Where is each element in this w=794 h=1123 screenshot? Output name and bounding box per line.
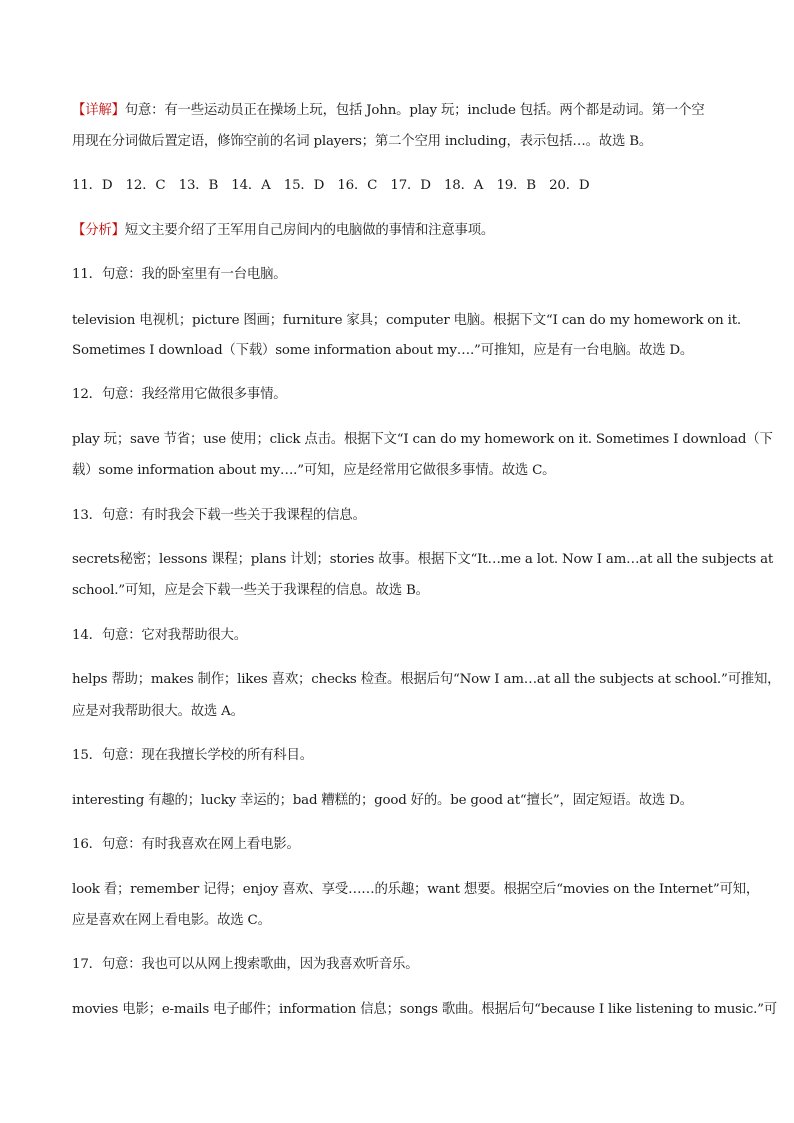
item-12-line-1: play 玩；save 节省；use 使用；click 点击。根据下文“I can do my homework on it. Sometimes I download（下 (72, 432, 773, 447)
detail-line-2: 用现在分词做后置定语，修饰空前的名词 players；第二个空用 including，表示包括…。故选 B。 (72, 134, 653, 149)
item-16-line-1: look 看；remember 记得；enjoy 喜欢、享受……的乐趣；want 想要。根据空后“movies on the Internet”可知， (72, 882, 760, 897)
item-12-line-2: 载）some information about my….”可知，应是经常用它做很多事情。故选 C。 (72, 463, 556, 478)
item-17-heading: 17．句意：我也可以从网上搜索歌曲，因为我喜欢听音乐。 (72, 957, 419, 972)
item-11-heading: 11．句意：我的卧室里有一台电脑。 (72, 267, 287, 282)
item-15-line-1: interesting 有趣的；lucky 幸运的；bad 糟糕的；good 好的。be good at“擅长”，固定短语。故选 D。 (72, 793, 693, 808)
analysis-line: 【分析】短文主要介绍了王军用自己房间内的电脑做的事情和注意事项。 (72, 223, 495, 238)
item-11-line-2: Sometimes I download（下载）some information about my….”可推知，应是有一台电脑。故选 D。 (72, 343, 694, 358)
answer-key: 11．D 12．C 13．B 14．A 15．D 16．C 17．D 18．A 19．B 20．D (72, 178, 590, 193)
item-14-line-1: helps 帮助；makes 制作；likes 喜欢；checks 检查。根据后句“Now I am…at all the subjects at school.”可推知， (72, 672, 781, 687)
analysis-tag: 【分析】 (72, 223, 125, 238)
item-17-line-1: movies 电影；e-mails 电子邮件；information 信息；songs 歌曲。根据后句“because I like listening to music.”可 (72, 1002, 777, 1017)
item-16-heading: 16．句意：有时我喜欢在网上看电影。 (72, 837, 300, 852)
item-14-heading: 14．句意：它对我帮助很大。 (72, 628, 247, 643)
item-11-line-1: television 电视机；picture 图画；furniture 家具；computer 电脑。根据下文“I can do my homework on it. (72, 313, 741, 328)
item-13-heading: 13．句意：有时我会下载一些关于我课程的信息。 (72, 508, 366, 523)
item-12-heading: 12．句意：我经常用它做很多事情。 (72, 387, 287, 402)
item-15-heading: 15．句意：现在我擅长学校的所有科目。 (72, 748, 313, 763)
detail-line-1: 【详解】句意：有一些运动员正在操场上玩，包括 John。play 玩；include 包括。两个都是动词。第一个空 (72, 103, 705, 118)
detail-tag: 【详解】 (72, 103, 125, 118)
item-13-line-2: school.”可知，应是会下载一些关于我课程的信息。故选 B。 (72, 583, 429, 598)
item-16-line-2: 应是喜欢在网上看电影。故选 C。 (72, 913, 271, 928)
item-13-line-1: secrets秘密；lessons 课程；plans 计划；stories 故事。根据下文“It…me a lot. Now I am…at all the subjects at (72, 552, 774, 567)
item-14-line-2: 应是对我帮助很大。故选 A。 (72, 704, 244, 719)
